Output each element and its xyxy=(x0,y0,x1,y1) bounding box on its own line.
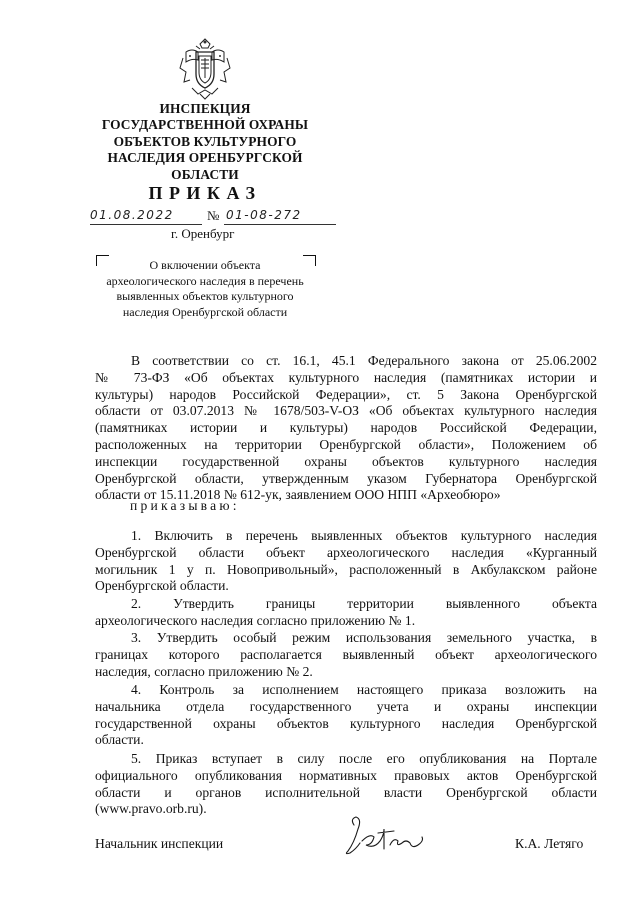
subject-line: археологического наследия в перечень xyxy=(106,273,304,288)
date-underline xyxy=(90,224,202,225)
text-line: области. xyxy=(95,732,144,748)
text-line: (памятниках истории и культуры) народов Российской Федерации, xyxy=(95,420,597,436)
text-line: наследия, согласно приложению № 2. xyxy=(95,663,313,679)
org-line: ИНСПЕКЦИЯ xyxy=(159,101,251,116)
signatory-position: Начальник инспекции xyxy=(95,836,224,851)
text-line: 3. Утвердить особый режим использования земельного участка, в xyxy=(131,630,597,645)
text-line: области от 15.11.2018 № 612-ук, заявлением ООО НПП «Археобюро» xyxy=(95,487,501,503)
order-item-3 xyxy=(95,630,597,680)
text-line: (www.pravo.orb.ru). xyxy=(95,801,207,817)
text-line: 2. Утвердить границы территории выявленного объекта xyxy=(131,596,597,611)
org-line: ГОСУДАРСТВЕННОЙ ОХРАНЫ xyxy=(101,117,309,133)
text-line: государственной охраны объектов культурного наследия Оренбургской xyxy=(95,715,597,731)
text-line: № 73-ФЗ «Об объектах культурного наследия (памятниках истории и xyxy=(95,369,597,385)
text-line: В соответствии со ст. 16.1, 45.1 Федерального закона от 25.06.2002 xyxy=(131,353,597,368)
text-line: области от 03.07.2013 № 1678/503-V-ОЗ «Об объектах культурного наследия xyxy=(95,403,597,419)
text-line: 1. Включить в перечень выявленных объектов культурного наследия xyxy=(131,528,597,543)
text-line: границах которого располагается выявленный объект археологического xyxy=(95,646,597,662)
subject-line: выявленных объектов культурного xyxy=(116,289,294,303)
org-line: НАСЛЕДИЯ ОРЕНБУРГСКОЙ xyxy=(107,150,303,166)
text-line: Оренбургской области. xyxy=(95,578,229,594)
date-number-line xyxy=(90,208,340,226)
document-subject xyxy=(80,258,330,320)
org-line: ОБЪЕКТОВ КУЛЬТУРНОГО xyxy=(113,133,297,149)
text-line: Оренбургской области объект археологического наследия «Курганный xyxy=(95,544,597,560)
text-line: начальника отдела государственного учета и охраны инспекции xyxy=(95,698,597,714)
city: г. Оренбург xyxy=(171,226,235,241)
organization-name xyxy=(80,101,330,183)
preamble-paragraph xyxy=(95,353,597,504)
number-sign: № xyxy=(207,208,220,223)
subject-line: О включении объекта xyxy=(149,258,261,272)
text-line: области и органов исполнительной власти Оренбургской области xyxy=(95,784,597,800)
text-line: официального опубликования нормативных правовых актов Оренбургской xyxy=(95,767,597,783)
org-line: ОБЛАСТИ xyxy=(171,166,239,182)
handwritten-number: 01-08-272 xyxy=(226,208,302,222)
signatory-name: К.А. Летяго xyxy=(515,836,584,851)
orders-word: приказываю: xyxy=(130,498,240,513)
document-type-title: ПРИКАЗ xyxy=(148,183,262,203)
order-item-5 xyxy=(95,751,597,818)
text-line: археологического наследия согласно приложению № 1. xyxy=(95,612,416,628)
text-line: Оренбургской области, утвержденным указом Губернатора Оренбургской xyxy=(95,470,597,486)
text-line: 5. Приказ вступает в силу после его опубликования на Портале xyxy=(131,751,597,766)
text-line: 4. Контроль за исполнением настоящего приказа возложить на xyxy=(131,682,597,697)
handwritten-date: 01.08.2022 xyxy=(90,208,174,222)
number-underline xyxy=(224,224,336,225)
text-line: могильник 1 у п. Новопривольный», расположенный в Акбулакском районе xyxy=(95,561,597,577)
text-line: инспекции государственной охраны объектов культурного наследия xyxy=(95,453,597,469)
coat-of-arms-emblem xyxy=(178,38,232,100)
handwritten-signature xyxy=(340,815,430,860)
text-line: культуры) народов Российской Федерации», ст. 5 Закона Оренбургской xyxy=(95,386,597,402)
order-item-1 xyxy=(95,528,597,595)
text-line: расположенных на территории Оренбургской области», Положением об xyxy=(95,436,597,452)
subject-line: наследия Оренбургской области xyxy=(122,304,288,319)
order-item-2 xyxy=(95,596,597,630)
order-item-4 xyxy=(95,682,597,749)
